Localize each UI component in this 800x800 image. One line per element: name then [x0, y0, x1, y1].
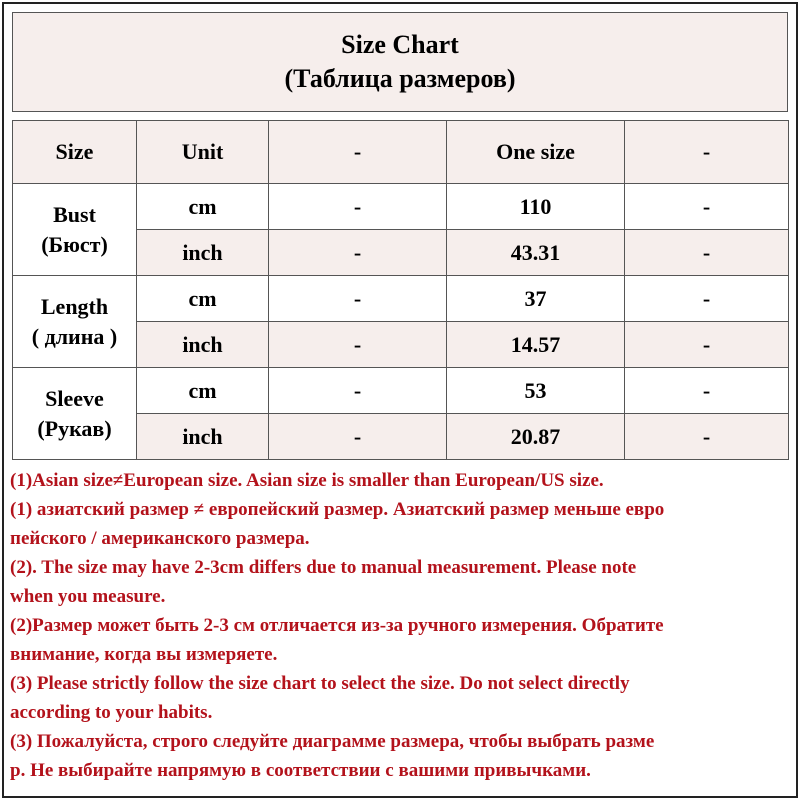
unit-cell: inch — [137, 414, 269, 460]
table-row — [13, 368, 789, 414]
chart-title: Size Chart — [341, 30, 459, 59]
metric-label-bust — [13, 184, 137, 276]
note-line: внимание, когда вы измеряете. — [10, 644, 278, 665]
dash-cell: - — [269, 184, 447, 230]
note-line: (1)Asian size≠European size. Asian size is smaller than European/US size. — [10, 470, 604, 491]
dash-cell: - — [269, 276, 447, 322]
value-cell: 43.31 — [447, 230, 625, 276]
metric-name: Sleeve — [45, 385, 104, 411]
metric-name: Length — [40, 293, 109, 319]
metric-name-ru: ( длина ) — [31, 323, 118, 349]
note-line: р. Не выбирайте напрямую в соответствии с вашими привычками. — [10, 760, 591, 781]
dash-cell: - — [625, 276, 789, 322]
size-chart-sheet — [2, 2, 798, 798]
metric-name: Bust — [53, 201, 96, 227]
value-cell: 110 — [447, 184, 625, 230]
chart-subtitle: (Таблица размеров) — [284, 64, 516, 93]
header-col-3: - — [269, 121, 447, 184]
dash-cell: - — [625, 414, 789, 460]
value-cell: 53 — [447, 368, 625, 414]
dash-cell: - — [269, 368, 447, 414]
header-one-size: One size — [447, 121, 625, 184]
dash-cell: - — [269, 322, 447, 368]
size-table — [12, 120, 789, 460]
metric-name-ru: (Бюст) — [41, 231, 108, 257]
value-cell: 14.57 — [447, 322, 625, 368]
header-size: Size — [13, 121, 137, 184]
note-line: (1) азиатский размер ≠ европейский размер. Азиатский размер меньше евро — [10, 499, 665, 520]
unit-cell: inch — [137, 230, 269, 276]
dash-cell: - — [625, 230, 789, 276]
note-line: when you measure. — [10, 586, 166, 607]
unit-cell: cm — [137, 276, 269, 322]
value-cell: 37 — [447, 276, 625, 322]
table-row — [13, 276, 789, 322]
note-line: (2)Размер может быть 2-3 см отличается из-за ручного измерения. Обратите — [10, 615, 664, 636]
note-line: пейского / американского размера. — [10, 528, 310, 549]
note-line: (2). The size may have 2-3cm differs due to manual measurement. Please note — [10, 557, 637, 578]
dash-cell: - — [269, 230, 447, 276]
size-notes — [10, 466, 796, 785]
dash-cell: - — [625, 368, 789, 414]
header-col-5: - — [625, 121, 789, 184]
dash-cell: - — [625, 184, 789, 230]
unit-cell: cm — [137, 184, 269, 230]
note-line: (3) Please strictly follow the size chart to select the size. Do not select directly — [10, 673, 630, 694]
value-cell: 20.87 — [447, 414, 625, 460]
header-unit: Unit — [137, 121, 269, 184]
dash-cell: - — [625, 322, 789, 368]
table-row — [13, 184, 789, 230]
note-line: (3) Пожалуйста, строго следуйте диаграмме размера, чтобы выбрать разме — [10, 731, 655, 752]
metric-label-sleeve — [13, 368, 137, 460]
unit-cell: inch — [137, 322, 269, 368]
note-line: according to your habits. — [10, 702, 213, 723]
chart-title-box — [12, 12, 788, 112]
metric-label-length — [13, 276, 137, 368]
metric-name-ru: (Рукав) — [37, 415, 112, 441]
dash-cell: - — [269, 414, 447, 460]
unit-cell: cm — [137, 368, 269, 414]
table-header-row — [13, 121, 789, 184]
